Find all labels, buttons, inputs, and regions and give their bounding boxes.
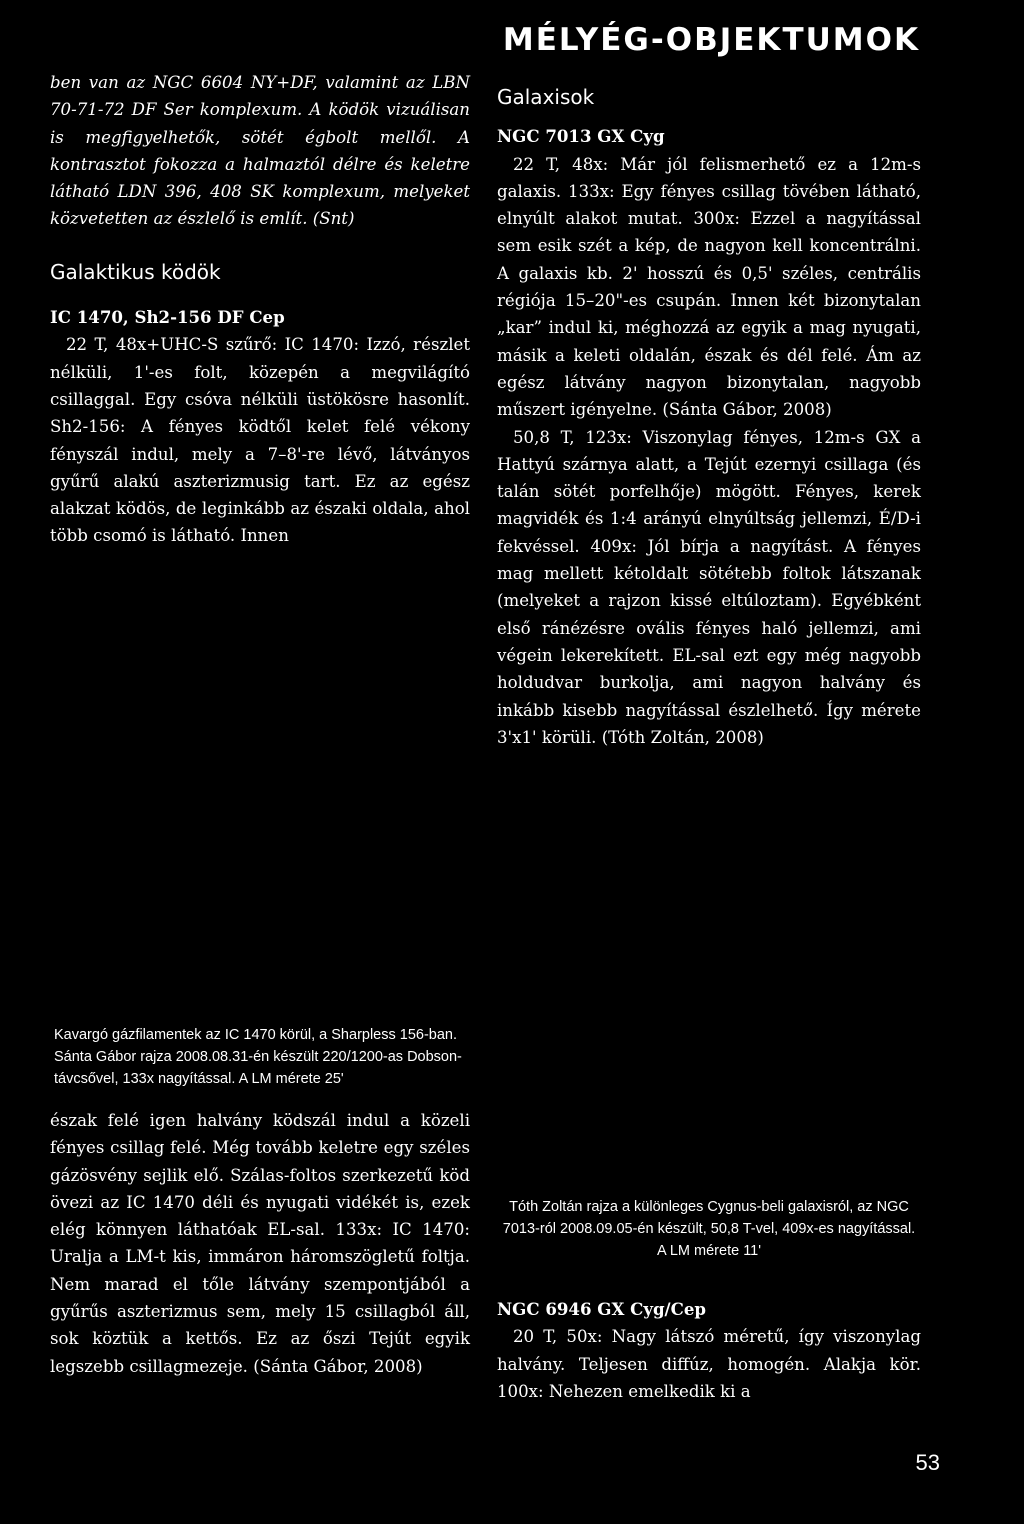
left-column-upper xyxy=(50,69,470,550)
section-title-nebulae: Galaktikus ködök xyxy=(50,259,221,284)
intro-paragraph: ben van az NGC 6604 NY+DF, valamint az LBN 70-71-72 DF Ser komplexum. A ködök vizuálisan is megfigyelhetők, sötét égbolt mellől. A kontrasztot fokozza a halmaztól délre és keletre látható LDN 396, 408 SK komplexum, melyeket közvetetten az észlelő is említ. (Snt) xyxy=(50,73,470,229)
ngc7013-paragraph-1: 22 T, 48x: Már jól felismerhető ez a 12m-s galaxis. 133x: Egy fényes csillag tövében látható, elnyúlt alakot mutat. 300x: Ezzel a nagyítással sem esik szét a kép, de nagyon kell koncentrálni. A galaxis kb. 2' hosszú és 0,5' széles, centrális régiója 15–20"-es csupán. Innen két bizonytalan „kar” indul ki, méghozzá az egyik a mag nyugati, másik a keleti oldalán, észak és dél felé. Ám az egész látvány nagyon bizonytalan, nagyobb műszert igényelne. (Sánta Gábor, 2008) xyxy=(497,154,921,420)
page-number: 53 xyxy=(915,1450,940,1475)
right-column-lower xyxy=(497,1296,921,1405)
left-column-lower xyxy=(50,1107,470,1380)
figure-caption-right: Tóth Zoltán rajza a különleges Cygnus-beli galaxisról, az NGC 7013-ról 2008.09.05-én készült, 50,8 T-vel, 409x-es nagyítással. A LM mérete 11' xyxy=(502,1199,916,1259)
right-column-upper xyxy=(497,84,921,751)
ngc7013-paragraph-2: 50,8 T, 123x: Viszonylag fényes, 12m-s GX a Hattyú szárnya alatt, a Tejút ezernyi csillaga (és talán sötét porfelhője) mögött. Fényes, kerek magvidék és 1:4 arányú elnyúltság jellemzi, É/D-i fekvéssel. 409x: Jól bírja a nagyítást. A fényes mag mellett kétoldalt sötétebb foltok látszanak (melyeket a rajzon kissé eltúloztam). Egyébként első ránézésre ovális fényes haló jellemzi, ami végein lekerekített. EL-sal ezt egy még nagyobb holdudvar burkolja, ami nagyon halvány és inkább kisebb nagyítással észlelhető. Így mérete 3'x1' körüli. (Tóth Zoltán, 2008) xyxy=(497,427,921,747)
page-header-title: MÉLYÉG-OBJEKTUMOK xyxy=(502,22,920,58)
ngc6946-paragraph: 20 T, 50x: Nagy látszó méretű, így viszonylag halvány. Teljesen diffúz, homogén. Alakja kör. 100x: Nehezen emelkedik ki a xyxy=(497,1327,921,1401)
figure-caption-left: Kavargó gázfilamentek az IC 1470 körül, a Sharpless 156-ban. Sánta Gábor rajza 2008.08.31-én készült 220/1200-as Dobson-távcsővel, 133x nagyítással. A LM mérete 25' xyxy=(54,1027,462,1087)
ic1470-paragraph: 22 T, 48x+UHC-S szűrő: IC 1470: Izzó, részlet nélküli, 1'-es folt, közepén a megvilágító csillaggal. Egy csóva nélküli üstökösre hasonlít. Sh2-156: A fényes ködtől kelet felé vékony fényszál indul, mely a 7–8'-re lévő, látványos gyűrű alakú aszterizmusig tart. Ez az egész alakzat ködös, de leginkább az északi oldala, ahol több csomó is látható. Innen xyxy=(50,335,470,546)
ic1470-paragraph-continued: észak felé igen halvány ködszál indul a közeli fényes csillag felé. Még tovább keletre egy széles gázösvény sejlik elő. Szálas-foltos szerkezetű köd övezi az IC 1470 déli és nyugati vidékét is, ezek elég könnyen láthatóak EL-sal. 133x: IC 1470: Uralja a LM-t kis, immáron háromszögletű foltja. Nem marad el tőle látvány szempontjából a gyűrűs aszterizmus sem, mely 15 csillagból áll, sok köztük a kettős. Ez az őszi Tejút egyik legszebb csillagmezeje. (Sánta Gábor, 2008) xyxy=(50,1111,470,1376)
object-title-ngc6946: NGC 6946 GX Cyg/Cep xyxy=(497,1299,706,1319)
section-title-galaxies: Galaxisok xyxy=(497,85,595,109)
object-title-ngc7013: NGC 7013 GX Cyg xyxy=(497,126,665,147)
object-title-ic1470: IC 1470, Sh2-156 DF Cep xyxy=(50,307,285,328)
